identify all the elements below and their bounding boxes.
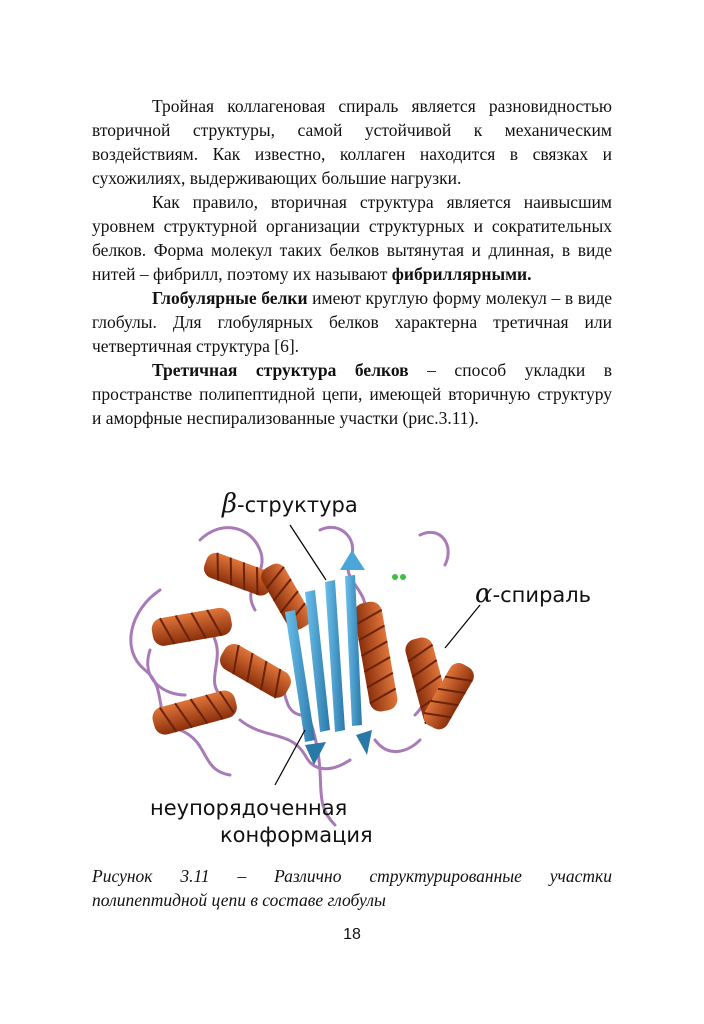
page-number: 18 xyxy=(343,926,361,943)
label-alpha: α-спираль xyxy=(475,579,592,609)
beta-sheet xyxy=(285,550,372,765)
helix-4 xyxy=(150,688,239,737)
ligand-icon xyxy=(392,574,406,580)
paragraph-collagen: Тройная коллагеновая спираль является разновидностью вторичной структуры, самой устойчивой к механическим воздействиям. Как известно, коллаген находится в связках и сухожилиях, выдерживающих большие нагрузки. xyxy=(92,96,612,188)
term-globular: Глобулярные белки xyxy=(152,288,308,308)
paragraph-tertiary xyxy=(92,358,612,430)
body-text xyxy=(92,94,612,430)
term-fibrillar: фибриллярными. xyxy=(391,264,532,284)
label-coil-line1: неупорядоченная xyxy=(150,796,348,820)
leader-alpha xyxy=(445,605,480,648)
protein-illustration xyxy=(90,480,650,860)
label-coil-line2: конформация xyxy=(220,823,373,847)
figure-caption: Рисунок 3.11 – Различно структурированные участки полипептидной цепи в составе глобулы xyxy=(92,866,612,910)
protein-structure-figure xyxy=(90,480,650,860)
paragraph-fibrillar-text: Как правило, вторичная структура является наивысшим уровнем структурной организации структурных и сократительных белков. Форма молекул таких белков вытянутая и длинная, в виде нитей – фибрилл, поэтому их называют xyxy=(92,192,612,284)
paragraph-fibrillar xyxy=(92,190,612,286)
helix-2 xyxy=(150,606,234,647)
label-beta: β-структура xyxy=(222,489,358,519)
paragraph-tertiary-text: – способ укладки в пространстве полипептидной цепи, имеющей вторичную структуру и аморфные неспирализованные участки (рис.3.11). xyxy=(92,360,613,428)
leader-beta xyxy=(290,525,326,580)
paragraph-globular xyxy=(92,286,612,358)
term-tertiary: Третичная структура белков xyxy=(152,360,409,380)
leader-coil xyxy=(275,730,305,785)
paragraph-globular-text: имеют круглую форму молекул – в виде глобулы. Для глобулярных белков характерна третичная или четвертичная структура [6]. xyxy=(92,288,612,356)
